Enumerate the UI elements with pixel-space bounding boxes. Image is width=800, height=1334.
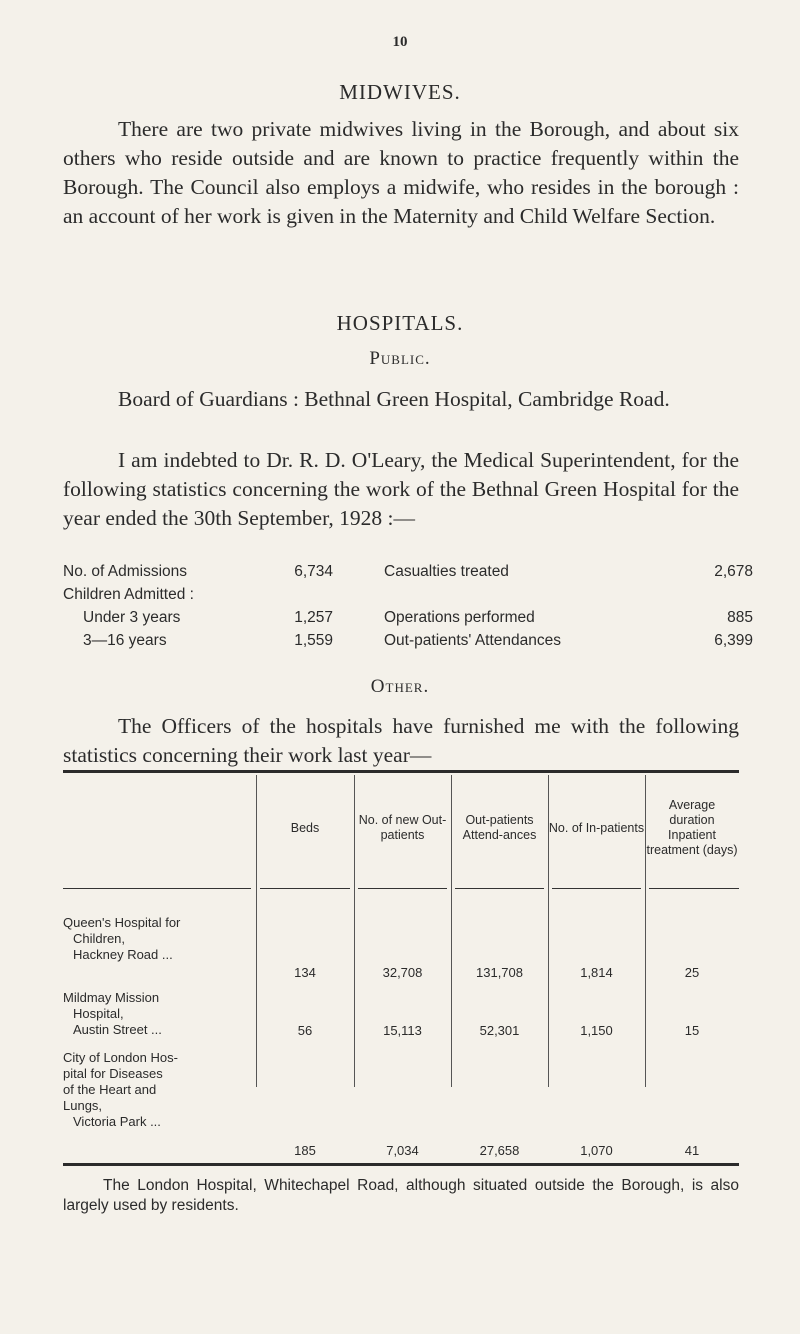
table-row-label xyxy=(63,915,253,963)
header-rule xyxy=(649,888,739,889)
hospital-statistics xyxy=(63,563,753,655)
column-divider xyxy=(256,775,257,1087)
row-name-line: Queen's Hospital for xyxy=(63,915,181,930)
table-top-rule xyxy=(63,770,739,773)
cell-attendances: 27,658 xyxy=(479,1143,520,1158)
operations-label: Operations performed xyxy=(384,609,535,626)
header-outpatient-attendances: Out-patients Attend-ances xyxy=(462,813,537,842)
row-name-line: of the Heart and xyxy=(63,1082,157,1097)
outpatients-label: Out-patients' Attendances xyxy=(384,632,562,649)
cell-beds: 134 xyxy=(294,965,316,980)
other-heading: Other. xyxy=(370,676,430,697)
admissions-label: No. of Admissions xyxy=(63,563,188,580)
row-name-line: Children, xyxy=(73,931,126,946)
cell-beds: 185 xyxy=(294,1143,316,1158)
table-bottom-rule xyxy=(63,1163,739,1166)
cell-new-outpatients: 15,113 xyxy=(383,1023,422,1038)
column-divider xyxy=(451,775,452,1087)
stats-row xyxy=(63,632,753,655)
under3-label: Under 3 years xyxy=(83,609,181,626)
row-name-line: Austin Street ... xyxy=(73,1022,162,1037)
row-name-line: City of London Hos- xyxy=(63,1050,178,1065)
admissions-value: 6,734 xyxy=(294,563,333,580)
row-name-line: Hackney Road ... xyxy=(73,947,173,962)
header-rule xyxy=(358,888,447,889)
cell-inpatients: 1,070 xyxy=(580,1143,613,1158)
header-rule xyxy=(63,888,251,889)
casualties-label: Casualties treated xyxy=(384,563,509,580)
cell-attendances: 52,301 xyxy=(479,1023,520,1038)
cell-avg-days: 41 xyxy=(684,1143,700,1158)
board-paragraph: Board of Guardians : Bethnal Green Hospital, Cambridge Road. xyxy=(118,387,670,411)
header-inpatients: No. of In-patients xyxy=(548,820,645,835)
footnote: The London Hospital, Whitechapel Road, although situated outside the Borough, is also largely used by residents. xyxy=(63,1177,739,1214)
public-heading: Public. xyxy=(369,348,431,369)
age3-16-label: 3—16 years xyxy=(83,632,167,649)
children-label: Children Admitted : xyxy=(63,586,194,603)
cell-avg-days: 15 xyxy=(684,1023,700,1038)
row-name-line: pital for Diseases xyxy=(63,1066,163,1081)
header-new-outpatients: No. of new Out-patients xyxy=(358,813,447,842)
row-name-line: Mildmay Mission xyxy=(63,990,160,1005)
cell-inpatients: 1,814 xyxy=(580,965,613,980)
cell-attendances: 131,708 xyxy=(476,965,523,980)
header-avg-duration: Average duration Inpatient treatment (days) xyxy=(646,798,738,857)
header-rule xyxy=(552,888,641,889)
hospitals-heading: HOSPITALS. xyxy=(336,311,464,335)
row-name-line: Lungs, xyxy=(63,1098,103,1113)
other-paragraph: The Officers of the hospitals have furnished me with the following statistics concerning their work last year— xyxy=(63,714,739,767)
cell-avg-days: 25 xyxy=(684,965,700,980)
stats-row xyxy=(63,609,753,632)
column-divider xyxy=(548,775,549,1087)
operations-value: 885 xyxy=(727,609,753,626)
row-name-line: Victoria Park ... xyxy=(73,1114,161,1129)
cell-beds: 56 xyxy=(297,1023,313,1038)
midwives-paragraph: There are two private midwives living in the Borough, and about six others who reside outside and are known to practice frequently within the Borough. The Council also employs a midwife, who resides in the borough : an account of her work is given in the Maternity and Child Welfare Section. xyxy=(63,117,739,228)
casualties-value: 2,678 xyxy=(714,563,753,580)
header-rule xyxy=(260,888,350,889)
cell-inpatients: 1,150 xyxy=(580,1023,613,1038)
column-divider xyxy=(354,775,355,1087)
indebted-paragraph: I am indebted to Dr. R. D. O'Leary, the Medical Superintendent, for the following statistics concerning the work of the Bethnal Green Hospital for the year ended the 30th September, 1928 :— xyxy=(63,448,739,530)
row-name-line: Hospital, xyxy=(73,1006,124,1021)
stats-row xyxy=(63,586,753,609)
table-row-label xyxy=(63,990,253,1038)
table-row-label xyxy=(63,1050,253,1130)
cell-new-outpatients: 7,034 xyxy=(386,1143,419,1158)
column-divider xyxy=(645,775,646,1087)
header-rule xyxy=(455,888,544,889)
under3-value: 1,257 xyxy=(294,609,333,626)
age3-16-value: 1,559 xyxy=(294,632,333,649)
outpatients-value: 6,399 xyxy=(714,632,753,649)
stats-row xyxy=(63,563,753,586)
cell-new-outpatients: 32,708 xyxy=(382,965,423,980)
page-number: 10 xyxy=(392,34,408,50)
header-beds: Beds xyxy=(290,820,320,835)
midwives-heading: MIDWIVES. xyxy=(339,80,461,104)
